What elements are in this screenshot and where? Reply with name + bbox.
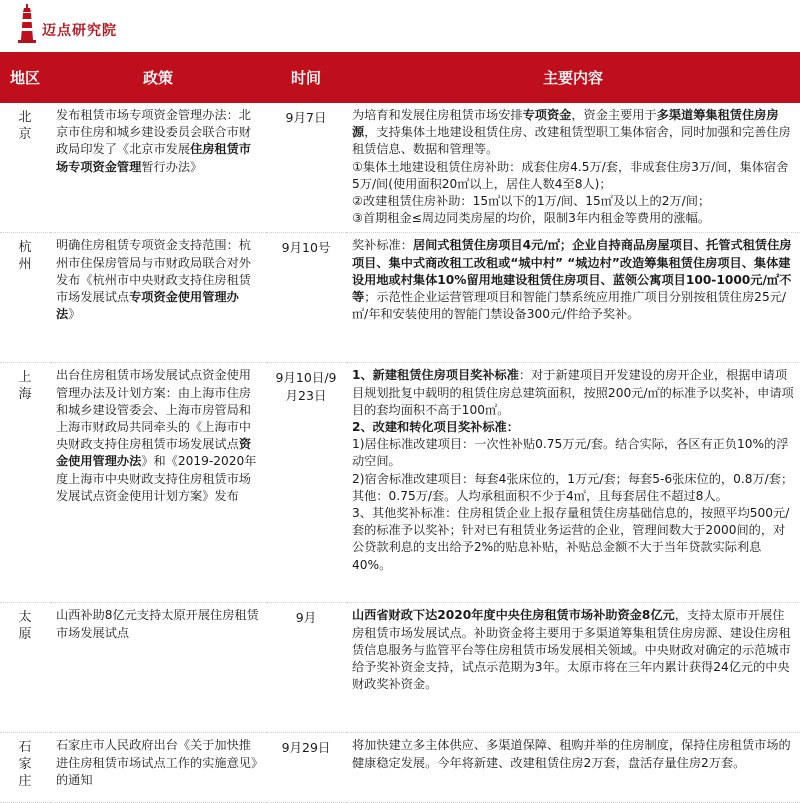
header-policy: 政策: [50, 52, 266, 103]
brand-name: 迈点研究院: [42, 23, 117, 39]
table-row: [0, 733, 800, 803]
date-cell: 9月: [266, 603, 346, 733]
table-row: [0, 103, 800, 233]
table-row: [0, 603, 800, 733]
lighthouse-icon: [16, 4, 38, 44]
city-cell: 北 京: [0, 103, 50, 233]
table-header-row: [0, 52, 800, 103]
brand-logo: [16, 4, 156, 46]
content-cell: 为培育和发展住房租赁市场安排专项资金，资金主要用于多渠道筹集租赁住房房源，支持集体土地建设租赁住房、改建租赁型职工集体宿舍，同时加强和完善住房租赁信息、数据和管理等。 ①集体土地建设租赁住房补助：成套住房4.5万/套，非成套住房3万/间，集体宿舍5万/间(使用面积20㎡以上，居住人数4至8人)； ②改建租赁住房补助：15㎡以下的1万/间、15㎡及以上的2万/间； ③首期租金≤周边同类房屋的均价，限制3年内租金等费用的涨幅。: [346, 103, 800, 233]
date-cell: 9月10号: [266, 233, 346, 363]
city-cell: 杭 州: [0, 233, 50, 363]
table-row: [0, 233, 800, 363]
policy-table: [0, 52, 800, 803]
date-cell: 9月10日/9月23日: [266, 363, 346, 603]
city-cell: 上 海: [0, 363, 50, 603]
date-cell: 9月29日: [266, 733, 346, 803]
city-cell: 太 原: [0, 603, 50, 733]
policy-cell: 明确住房租赁专项资金支持范围：杭州市住保房管局与市财政局联合对外发布《杭州市中央财政支持住房租赁市场发展试点专项资金使用管理办法》: [50, 233, 266, 363]
header-city: 地区: [0, 52, 50, 103]
header-time: 时间: [266, 52, 346, 103]
content-cell: 山西省财政下达2020年度中央住房租赁市场补助资金8亿元，支持太原市开展住房租赁市场发展试点。补助资金将主要用于多渠道筹集租赁住房房源、建设住房租赁信息服务与监管平台等住房租赁市场发展相关领域。中央财政对确定的示范城市给予奖补资金支持，试点示范期为3年。太原市将在三年内累计获得24亿元的中央财政奖补资金。: [346, 603, 800, 733]
city-cell: 石 家 庄: [0, 733, 50, 803]
content-cell: 1、新建租赁住房项目奖补标准：对于新建项目开发建设的房开企业，根据申请项目规划批复中载明的租赁住房总建筑面积，按照200元/㎡的标准予以奖补，申请项目的套均面积不高于100㎡。 2、改建和转化项目奖补标准： 1)居住标准改建项目：一次性补贴0.75万元/套。结合实际，各区有正负10%的浮动空间。 2)宿舍标准改建项目：每套4张床位的，1万元/套；每套5-6张床位的，0.8万/套；其他：0.75万/套。人均承租面积不少于4㎡，且每套居住不超过8人。 3、其他奖补标准：住房租赁企业上报存量租赁住房基础信息的，按照平均500元/套的标准予以奖补；针对已有租赁业务运营的企业，管理间数大于2000间的，对公贷款利息的支出给予2%的贴息补贴，补贴总金额不大于当年贷款实际利息40%。: [346, 363, 800, 603]
date-cell: 9月7日: [266, 103, 346, 233]
content-cell: 将加快建立多主体供应、多渠道保障、租购并举的住房制度，保持住房租赁市场的健康稳定发展。今年将新建、改建租赁住房2万套，盘活存量住房2万套。: [346, 733, 800, 803]
table-row: [0, 363, 800, 603]
policy-cell: 石家庄市人民政府出台《关于加快推进住房租赁市场试点工作的实施意见》的通知: [50, 733, 266, 803]
content-cell: 奖补标准：居间式租赁住房项目4元/㎡；企业自持商品房屋项目、托管式租赁住房项目、集中式商改租工改租或“城中村” “城边村”改造筹集租赁住房项目、集体建设用地或村集体10%留用地建设租赁住房项目、蓝领公寓项目100-1000元/㎡不等；示范性企业运营管理项目和智能门禁系统应用推广项目分别按租赁住房25元/㎡/年和安装使用的智能门禁设备300元/件给予奖补。: [346, 233, 800, 363]
header-content: 主要内容: [346, 52, 800, 103]
policy-cell: 山西补助8亿元支持太原开展住房租赁市场发展试点: [50, 603, 266, 733]
policy-cell: 发布租赁市场专项资金管理办法：北京市住房和城乡建设委员会联合市财政局印发了《北京市发展住房租赁市场专项资金管理暂行办法》: [50, 103, 266, 233]
policy-cell: 出台住房租赁市场发展试点资金使用管理办法及计划方案：由上海市住房和城乡建设管委会、上海市房管局和上海市财政局共同牵头的《上海市中央财政支持住房租赁市场发展试点资金使用管理办法》和《2019-2020年度上海市中央财政支持住房租赁市场发展试点资金使用计划方案》发布: [50, 363, 266, 603]
